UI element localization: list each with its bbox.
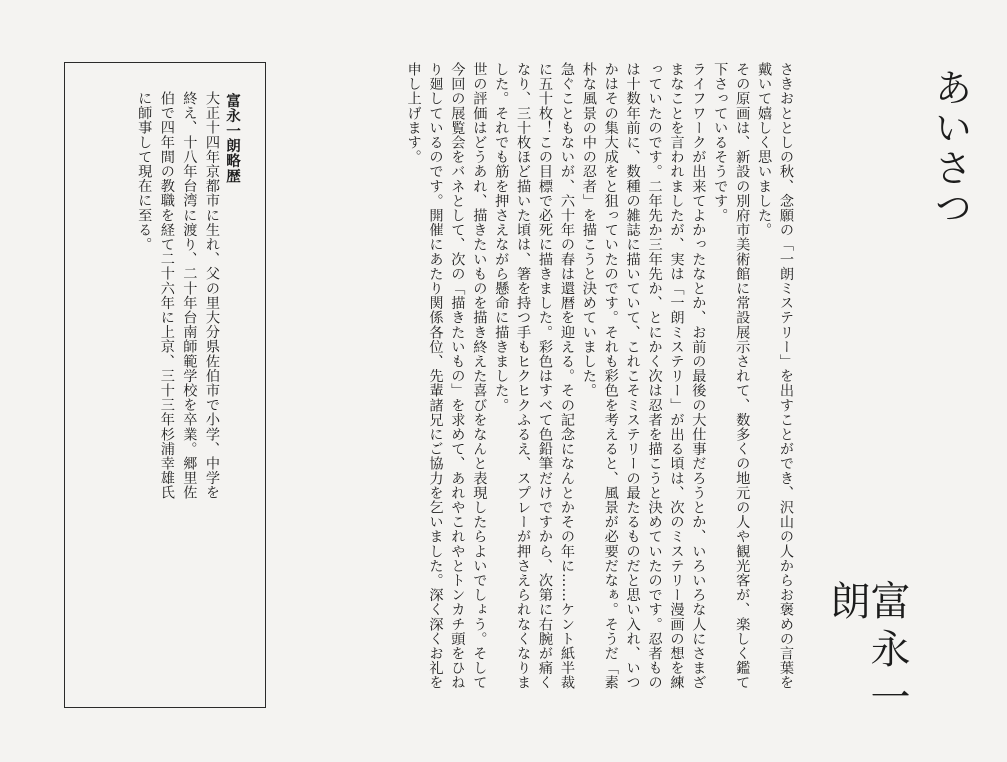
biography-box bbox=[64, 62, 266, 708]
biography-text bbox=[81, 91, 223, 511]
author-signature: 富永一朗 bbox=[824, 580, 910, 724]
biography-paragraph: 大正十四年京都市に生れ、父の里大分県佐伯市で小学、中学を終え、十八年台湾に渡り、二十年台南師範学校を卒業。郷里佐伯で四年間の教職を経て二十六年に上京、三十三年杉浦幸雄氏に師事して現在に至る。 bbox=[136, 91, 220, 500]
greeting-paragraph: 急ぐこともないが、六十年の春は還暦を迎える。その記念になんとかその年に……ケント紙半裁に五十枚！この目標で必死に描きました。彩色はすべて色鉛筆だけですから、次第に右腕が痛くなり、三十枚ほど描いた頃は、箸を持つ手もヒクヒクふるえ、スプレーが押さえられなくなりました。それでも筋を押さえながら懸命に描きました。 bbox=[493, 62, 575, 690]
greeting-paragraph: その原画は、新設の別府市美術館に常設展示されて、数多くの地元の人や観光客が、楽しく鑑て下さっているそうです。 bbox=[712, 62, 751, 690]
greeting-paragraph: ライフワークが出来てよかったなとか、お前の最後の大仕事だろうとか、いろいろな人にさまざまなことを言われましたが、実は「一朗ミステリー」が出る頃は、次のミステリー漫画の想を練っていたのです。二年先か三年先か、とにかく次は忍者を描こうと決めていたのです。忍者ものは十数年前に、数種の雑誌に描いていて、これこそミステリーの最たるものだと思い入れ、いつかはその集大成をと狙っていたのです。それも彩色を考えると、風景が必要だなぁ。そうだ「素朴な風景の中の忍者」を描こうと決めていました。 bbox=[580, 62, 707, 690]
greeting-paragraph: 世の評価はどうあれ、描きたいものを描き終えた喜びをなんと表現したらよいでしょう。そして今回の展覧会をバネとして、次の「描きたいもの」を求めて、あれやこれやとトンカチ頭をひねり廻しているのです。開催にあたり関係各位、先輩諸兄にご協力を乞いました。深く深くお礼を申し上げます。 bbox=[405, 62, 488, 690]
greeting-paragraph: さきおととしの秋、念願の「一朗ミステリー」を出すことができ、沢山の人からお褒めの言葉を戴いて嬉しく思いました。 bbox=[756, 62, 794, 690]
greeting-text bbox=[318, 62, 796, 702]
page-title: あいさつ bbox=[928, 68, 972, 228]
biography-heading: 富永一朗略歴 bbox=[224, 93, 240, 184]
